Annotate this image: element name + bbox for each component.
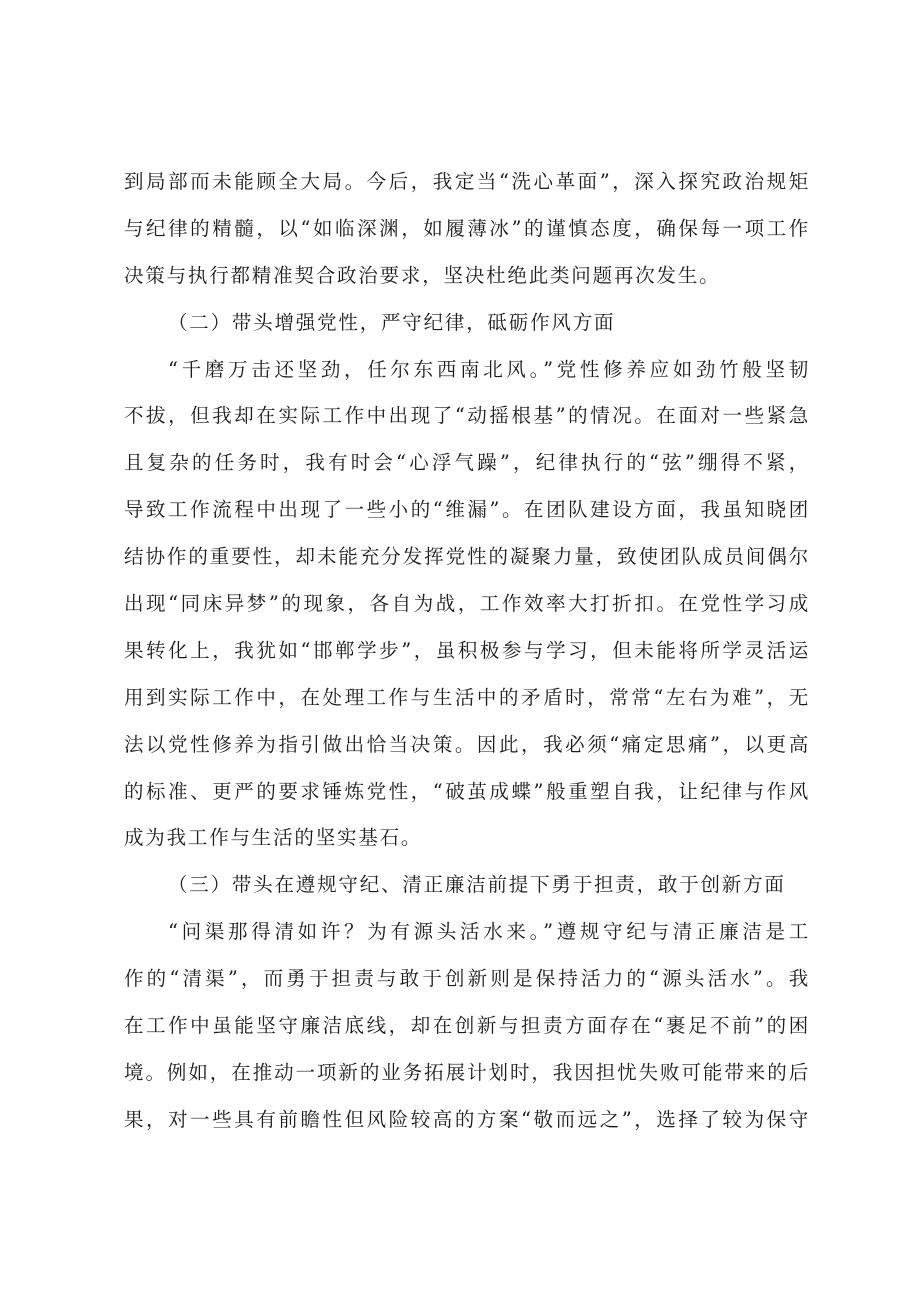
document-body (124, 159, 810, 1144)
paragraph-line: 在工作中虽能坚守廉洁底线，却在创新与担责方面存在“裹足不前”的困 (124, 1014, 810, 1038)
section-heading: （三）带头在遵规守纪、清正廉洁前提下勇于担责，敢于创新方面 (168, 873, 786, 897)
paragraph-line: 果转化上，我犹如“邯郸学步”，虽积极参与学习，但未能将所学灵活运 (124, 638, 810, 662)
paragraph-line: 果，对一些具有前瞻性但风险较高的方案“敬而远之”，选择了较为保守 (124, 1107, 810, 1131)
paragraph-line: 的标准、更严的要求锤炼党性，“破茧成蝶”般重塑自我，让纪律与作风 (124, 779, 810, 803)
paragraph-line: 成为我工作与生活的坚实基石。 (124, 826, 423, 850)
paragraph-line: 作的“清渠”，而勇于担责与敢于创新则是保持活力的“源头活水”。我 (124, 967, 810, 991)
paragraph-line: 与纪律的精髓，以“如临深渊，如履薄冰”的谨慎态度，确保每一项工作 (124, 216, 810, 240)
paragraph-line: 导致工作流程中出现了一些小的“维漏”。在团队建设方面，我虽知晓团 (124, 498, 810, 522)
paragraph-first-line: “千磨万击还坚劲，任尔东西南北风。”党性修养应如劲竹般坚韧 (168, 357, 810, 381)
paragraph-line: 出现“同床异梦”的现象，各自为战，工作效率大打折扣。在党性学习成 (124, 592, 810, 616)
paragraph-line: 决策与执行都精准契合政治要求，坚决杜绝此类问题再次发生。 (124, 263, 721, 287)
paragraph-line: 境。例如，在推动一项新的业务拓展计划时，我因担忧失败可能带来的后 (124, 1060, 810, 1084)
paragraph-line: 到局部而未能顾全大局。今后，我定当“洗心革面”，深入探究政治规矩 (124, 170, 810, 193)
paragraph-line: 且复杂的任务时，我有时会“心浮气躁”，纪律执行的“弦”绷得不紧， (124, 451, 810, 475)
paragraph-first-line: “问渠那得清如许？为有源头活水来。”遵规守纪与清正廉洁是工 (168, 920, 810, 944)
paragraph-line: 不拔，但我却在实际工作中出现了“动摇根基”的情况。在面对一些紧急 (124, 404, 810, 428)
section-heading: （二）带头增强党性，严守纪律，砥砺作风方面 (168, 310, 616, 334)
paragraph-line: 结协作的重要性，却未能充分发挥党性的凝聚力量，致使团队成员间偶尔 (124, 545, 810, 569)
paragraph-line: 用到实际工作中，在处理工作与生活中的矛盾时，常常“左右为难”，无 (124, 685, 810, 709)
paragraph-line: 法以党性修养为指引做出恰当决策。因此，我必须“痛定思痛”，以更高 (124, 732, 810, 756)
